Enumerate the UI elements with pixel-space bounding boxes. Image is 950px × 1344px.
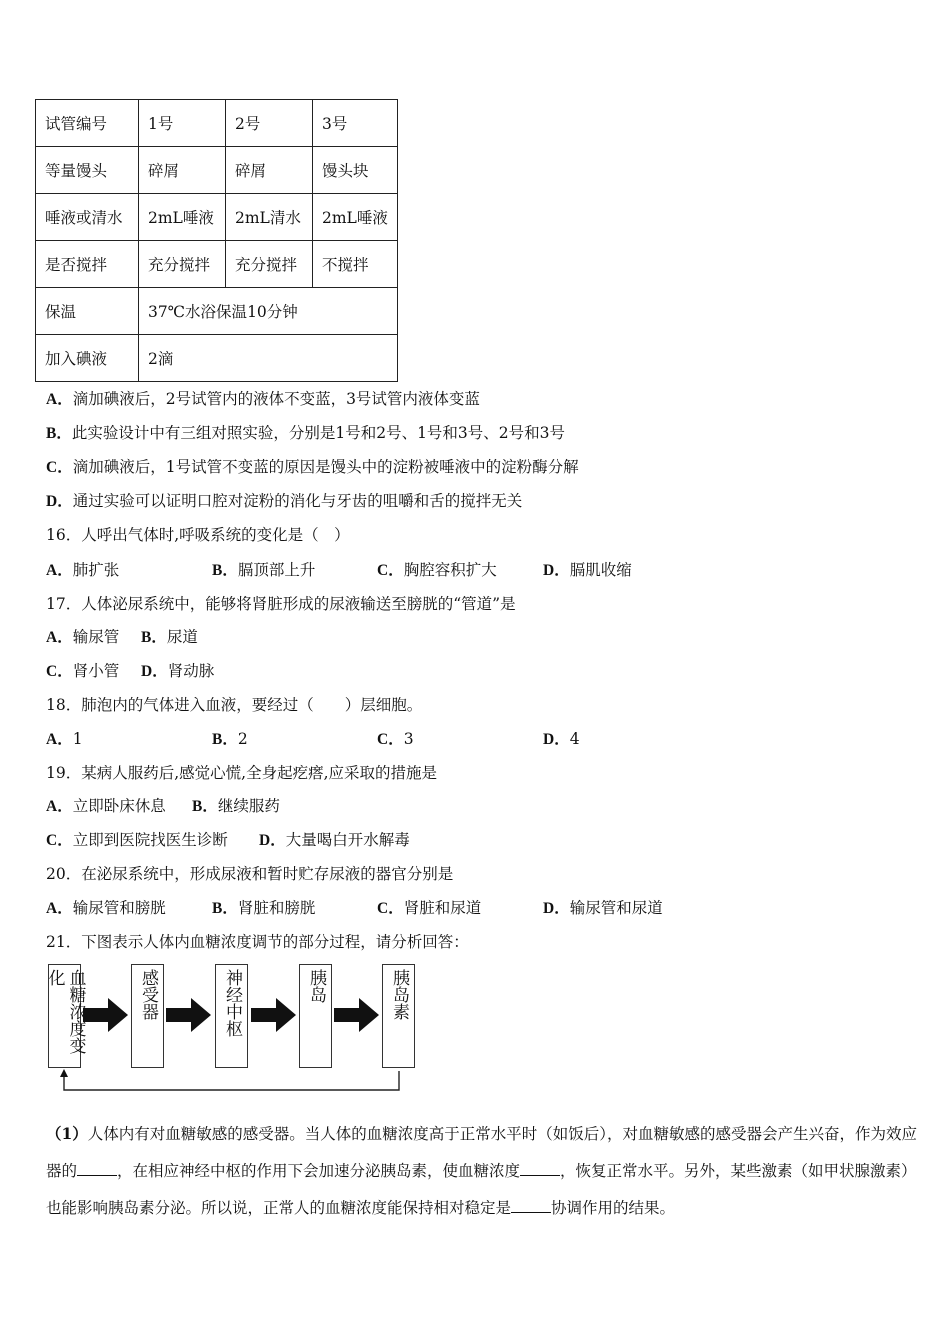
arrow-right-icon: [83, 998, 128, 1032]
q19-option-c: [46, 830, 228, 851]
option-label: D．: [543, 562, 570, 579]
q17-option-b: [141, 627, 198, 648]
table-row: [36, 100, 398, 147]
option-label: C．: [46, 663, 73, 680]
box-blood-sugar-change: 血糖浓度变化: [48, 964, 81, 1068]
option-text: 立即卧床休息: [72, 797, 166, 815]
option-text: 肺扩张: [72, 561, 120, 579]
q16-option-a: [46, 560, 119, 581]
option-label: D．: [259, 832, 286, 849]
paragraph-text: 人体内有对血糖敏感的感受器。当人体的血糖浓度高于正常水平时（如饭后），对血糖敏感的感受器会产生兴奋，作为效应器的: [46, 1125, 918, 1180]
blood-sugar-flow-diagram: [44, 960, 424, 1100]
option-text: 大量喝白开水解毒: [285, 831, 410, 849]
option-text: 1: [72, 730, 83, 748]
option-text: 肾小管: [72, 662, 120, 680]
option-label: A．: [46, 900, 73, 917]
q19-stem: 19．某病人服药后,感觉心慌,全身起疙瘩,应采取的措施是: [46, 764, 438, 782]
q18-option-d: [543, 729, 580, 750]
option-text: 膈顶部上升: [237, 561, 316, 579]
q20-option-b: [212, 898, 315, 919]
box-receptor: 感受器: [131, 964, 164, 1068]
table-row: [36, 147, 398, 194]
experiment-table: [35, 99, 398, 382]
table-cell: 充分搅拌: [226, 241, 313, 288]
table-row: [36, 288, 398, 335]
option-label: B．: [212, 562, 238, 579]
option-text: 输尿管和膀胱: [72, 899, 166, 917]
q15-option-a: [46, 389, 480, 410]
table-row: [36, 194, 398, 241]
option-text: 继续服药: [217, 797, 280, 815]
q21-sub1-paragraph: [46, 1115, 918, 1227]
q15-option-c: [46, 457, 579, 478]
arrow-up-icon: [60, 1069, 68, 1077]
option-text: 尿道: [166, 628, 198, 646]
option-text: 肾脏和尿道: [403, 899, 482, 917]
option-label: B．: [46, 425, 72, 442]
table-cell: 唾液或清水: [36, 194, 139, 241]
q16-option-d: [543, 560, 632, 581]
table-cell: 加入碘液: [36, 335, 139, 382]
option-label: D．: [543, 731, 570, 748]
option-label: C．: [377, 562, 404, 579]
option-label: C．: [377, 900, 404, 917]
option-label: C．: [46, 459, 73, 476]
table-cell: 充分搅拌: [139, 241, 226, 288]
option-label: C．: [377, 731, 404, 748]
table-cell: 碎屑: [226, 147, 313, 194]
option-text: 此实验设计中有三组对照实验，分别是1号和2号、1号和3号、2号和3号: [71, 424, 566, 442]
paragraph-text: ，在相应神经中枢的作用下会加速分泌胰岛素，使血糖浓度: [117, 1162, 521, 1180]
q21-stem: 21．下图表示人体内血糖浓度调节的部分过程，请分析回答：: [46, 933, 469, 951]
table-cell: 保温: [36, 288, 139, 335]
option-label: D．: [141, 663, 168, 680]
option-text: 滴加碘液后，1号试管不变蓝的原因是馒头中的淀粉被唾液中的淀粉酶分解: [72, 458, 579, 476]
sub-question-label: （1）: [46, 1124, 88, 1143]
table-cell: 馒头块: [313, 147, 398, 194]
q20-option-d: [543, 898, 663, 919]
option-text: 滴加碘液后，2号试管内的液体不变蓝，3号试管内液体变蓝: [72, 390, 480, 408]
option-label: B．: [192, 798, 218, 815]
arrow-right-icon: [166, 998, 211, 1032]
option-text: 3: [403, 730, 414, 748]
option-text: 输尿管: [72, 628, 120, 646]
q18-option-a: [46, 729, 83, 750]
q20-option-c: [377, 898, 481, 919]
option-label: D．: [46, 493, 73, 510]
paragraph-text: ，恢复正常水平。另外，某些激素（如甲状腺激素）也能影响胰岛素分泌。所以说，正常人的血糖浓度能保持相对稳定是: [46, 1162, 917, 1217]
table-cell: 37℃水浴保温10分钟: [139, 288, 398, 335]
q15-option-b: [46, 423, 565, 444]
table-cell: 2滴: [139, 335, 398, 382]
q19-option-b: [192, 796, 280, 817]
option-label: B．: [141, 629, 167, 646]
q16-option-c: [377, 560, 497, 581]
table-cell: 等量馒头: [36, 147, 139, 194]
option-text: 2: [237, 730, 248, 748]
arrow-right-icon: [251, 998, 296, 1032]
option-label: A．: [46, 562, 73, 579]
option-text: 膈肌收缩: [569, 561, 632, 579]
option-text: 通过实验可以证明口腔对淀粉的消化与牙齿的咀嚼和舌的搅拌无关: [72, 492, 523, 510]
option-label: C．: [46, 832, 73, 849]
table-cell: 试管编号: [36, 100, 139, 147]
table-cell: 3号: [313, 100, 398, 147]
q17-option-c: [46, 661, 119, 682]
q19-option-d: [259, 830, 410, 851]
box-insulin: 胰岛素: [382, 964, 415, 1068]
option-label: B．: [212, 731, 238, 748]
arrow-right-icon: [334, 998, 379, 1032]
option-text: 胸腔容积扩大: [403, 561, 497, 579]
option-text: 4: [569, 730, 580, 748]
q16-option-b: [212, 560, 315, 581]
option-label: A．: [46, 798, 73, 815]
q17-stem: 17．人体泌尿系统中，能够将肾脏形成的尿液输送至膀胱的“管道”是: [46, 595, 516, 613]
table-cell: 是否搅拌: [36, 241, 139, 288]
answer-blank[interactable]: [511, 1196, 551, 1213]
table-cell: 1号: [139, 100, 226, 147]
q19-option-a: [46, 796, 166, 817]
table-cell: 2mL清水: [226, 194, 313, 241]
box-islet: 胰岛: [299, 964, 332, 1068]
feedback-line: [64, 1071, 399, 1090]
table-row: [36, 335, 398, 382]
option-label: A．: [46, 731, 73, 748]
option-label: A．: [46, 391, 73, 408]
q20-option-a: [46, 898, 166, 919]
table-cell: 2mL唾液: [139, 194, 226, 241]
q17-option-d: [141, 661, 214, 682]
q17-option-a: [46, 627, 119, 648]
table-cell: 不搅拌: [313, 241, 398, 288]
q18-option-c: [377, 729, 414, 750]
option-text: 输尿管和尿道: [569, 899, 663, 917]
q16-stem: 16．人呼出气体时,呼吸系统的变化是（ ）: [46, 526, 350, 544]
table-cell: 2号: [226, 100, 313, 147]
q20-stem: 20．在泌尿系统中，形成尿液和暂时贮存尿液的器官分别是: [46, 865, 454, 883]
option-label: B．: [212, 900, 238, 917]
option-text: 肾脏和膀胱: [237, 899, 316, 917]
option-label: D．: [543, 900, 570, 917]
option-text: 肾动脉: [167, 662, 215, 680]
option-label: A．: [46, 629, 73, 646]
q18-stem: 18．肺泡内的气体进入血液，要经过（ ）层细胞。: [46, 696, 423, 714]
table-cell: 2mL唾液: [313, 194, 398, 241]
answer-blank[interactable]: [77, 1159, 117, 1176]
box-nerve-center: 神经中枢: [215, 964, 248, 1068]
option-text: 立即到医院找医生诊断: [72, 831, 228, 849]
table-cell: 碎屑: [139, 147, 226, 194]
table-row: [36, 241, 398, 288]
answer-blank[interactable]: [520, 1159, 560, 1176]
q15-option-d: [46, 491, 522, 512]
paragraph-text: 协调作用的结果。: [551, 1199, 676, 1217]
q18-option-b: [212, 729, 248, 750]
